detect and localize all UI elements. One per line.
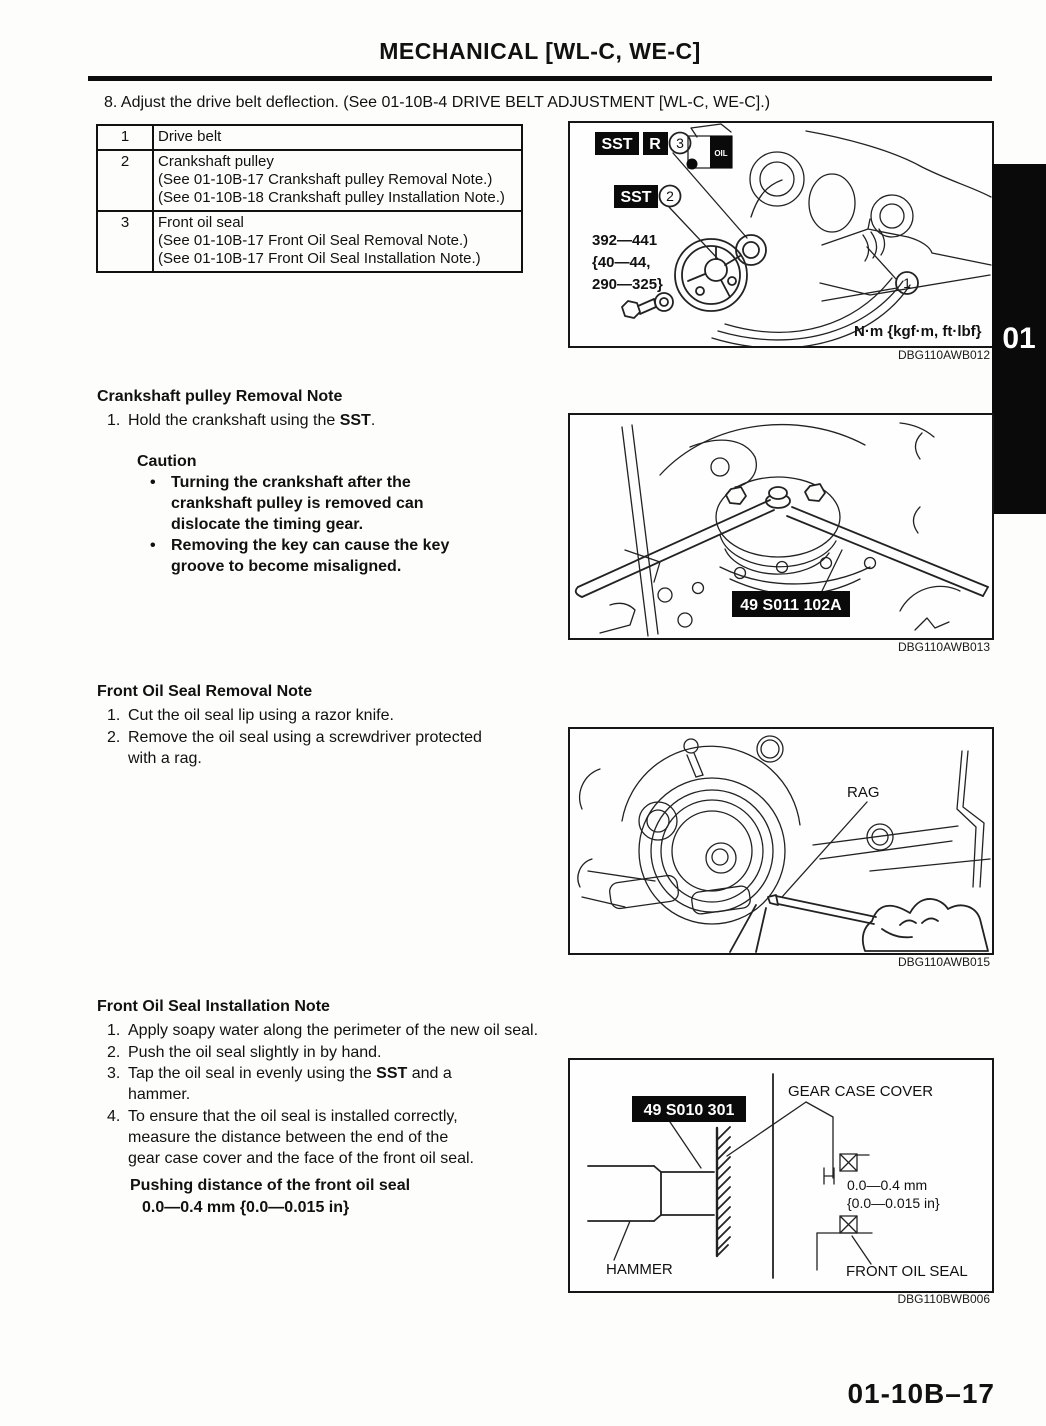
washer-and-bolt-sketch [622, 293, 673, 318]
parts-table [96, 124, 523, 273]
figure-drive-belt [568, 121, 994, 348]
torque-units-label: N·m {kgf·m, ft·lbf} [854, 323, 982, 340]
callout-2: 2 [666, 188, 674, 204]
step-8-text: 8. Adjust the drive belt deflection. (See 01-10B-4 DRIVE BELT ADJUSTMENT [WL-C, WE-C].) [104, 94, 771, 111]
row-number: 3 [97, 211, 153, 272]
holding-tool-sketch [576, 484, 988, 597]
crank-removal-heading: Crankshaft pulley Removal Note [97, 388, 343, 405]
title-rule [88, 76, 992, 81]
seal-removal-step1: 1. Cut the oil seal lip using a razor knife. [107, 707, 394, 724]
page-title: MECHANICAL [WL-C, WE-C] [379, 38, 701, 64]
figure-3-caption: DBG110AWB015 [897, 955, 990, 969]
gear-case-sketch [578, 736, 990, 924]
oil-can-label: OIL [714, 149, 728, 158]
caution-bullet-2: • Removing the key can cause the key groove to become misaligned. [150, 537, 450, 575]
r-badge-label: R [649, 136, 661, 153]
leader-lines [669, 153, 897, 301]
dimension-mm-label: 0.0—0.4 mm [847, 1177, 928, 1193]
table-row [97, 211, 522, 272]
seal-removal-step2: 2. Remove the oil seal using a screwdriver protected with a rag. [107, 729, 482, 767]
figure-2-caption: DBG110AWB013 [897, 640, 990, 654]
pushing-distance-value: 0.0—0.4 mm {0.0—0.015 in} [142, 1199, 350, 1216]
seal-install-step4: 4. To ensure that the oil seal is installed correctly, measure the distance between the end of the gear case cover and the face of the front oil seal. [107, 1108, 474, 1167]
callout-1: 1 [903, 275, 911, 291]
hammer-leader-line [614, 1221, 630, 1260]
rag-label: RAG [847, 784, 880, 801]
cover-section-profile [824, 1117, 834, 1184]
caution-heading: Caution [137, 453, 197, 470]
tool-leader-line [670, 1122, 701, 1168]
row-label: Drive belt [153, 125, 522, 150]
front-oil-seal-sketch [736, 235, 766, 265]
gear-case-cover-label: GEAR CASE COVER [788, 1083, 934, 1100]
row-label: Crankshaft pulley (See 01-10B-17 Crankshaft pulley Removal Note.) (See 01-10B-18 Crankshaft pulley Installation Note.) [153, 150, 522, 211]
seal-install-heading: Front Oil Seal Installation Note [97, 998, 330, 1015]
sst-badge-2-label: SST [620, 189, 652, 206]
seal-install-step2: 2. Push the oil seal slightly in by hand. [107, 1044, 382, 1061]
rag-leader-line [782, 802, 867, 897]
table-row [97, 150, 522, 211]
hammer-label: HAMMER [606, 1261, 673, 1278]
crank-removal-step1: 1. Hold the crankshaft using the SST. [107, 412, 376, 429]
tool-number-label: 49 S011 102A [740, 597, 842, 614]
front-oil-seal-label: FRONT OIL SEAL [846, 1263, 968, 1280]
pushing-distance-heading: Pushing distance of the front oil seal [130, 1177, 411, 1194]
torque-value-line1: 392—441 [592, 232, 658, 249]
row-number: 2 [97, 150, 153, 211]
screwdriver-and-hand-sketch [730, 895, 988, 952]
figure-1-caption: DBG110AWB012 [897, 348, 990, 362]
section-tab: 01 [992, 164, 1046, 514]
oil-seal-symbol-lower [817, 1216, 872, 1270]
tool-leader-line [822, 550, 842, 591]
seal-install-step3: 3. Tap the oil seal in evenly using the SST and a hammer. [107, 1065, 452, 1103]
figure-crankshaft-holding [568, 413, 994, 640]
oil-seal-symbol-upper [840, 1154, 869, 1171]
torque-value-line2: {40—44, [592, 254, 651, 271]
page-number: 01-10B–17 [847, 1378, 995, 1409]
figure-seal-installation [568, 1058, 994, 1293]
sst-badge-label: SST [601, 136, 633, 153]
seal-install-step1: 1. Apply soapy water along the perimeter of the new oil seal. [107, 1022, 539, 1039]
table-row [97, 125, 522, 150]
gear-case-wall-hatching [717, 1127, 730, 1256]
figure-seal-removal [568, 727, 994, 955]
callout-3: 3 [676, 135, 684, 151]
row-number: 1 [97, 125, 153, 150]
sst-tool-profile [588, 1166, 714, 1221]
caution-bullet-1: • Turning the crankshaft after the crankshaft pulley is removed can dislocate the timing gear. [150, 474, 424, 533]
row-label: Front oil seal (See 01-10B-17 Front Oil Seal Removal Note.) (See 01-10B-17 Front Oil Seal Installation Note.) [153, 211, 522, 272]
seal-removal-heading: Front Oil Seal Removal Note [97, 683, 313, 700]
torque-value-line3: 290—325} [592, 276, 663, 293]
dimension-in-label: {0.0—0.015 in} [847, 1195, 940, 1211]
oil-can-icon [687, 124, 733, 170]
figure-4-caption: DBG110BWB006 [897, 1292, 990, 1306]
tool-number-label: 49 S010 301 [643, 1102, 735, 1119]
engine-block-sketch [712, 131, 991, 346]
